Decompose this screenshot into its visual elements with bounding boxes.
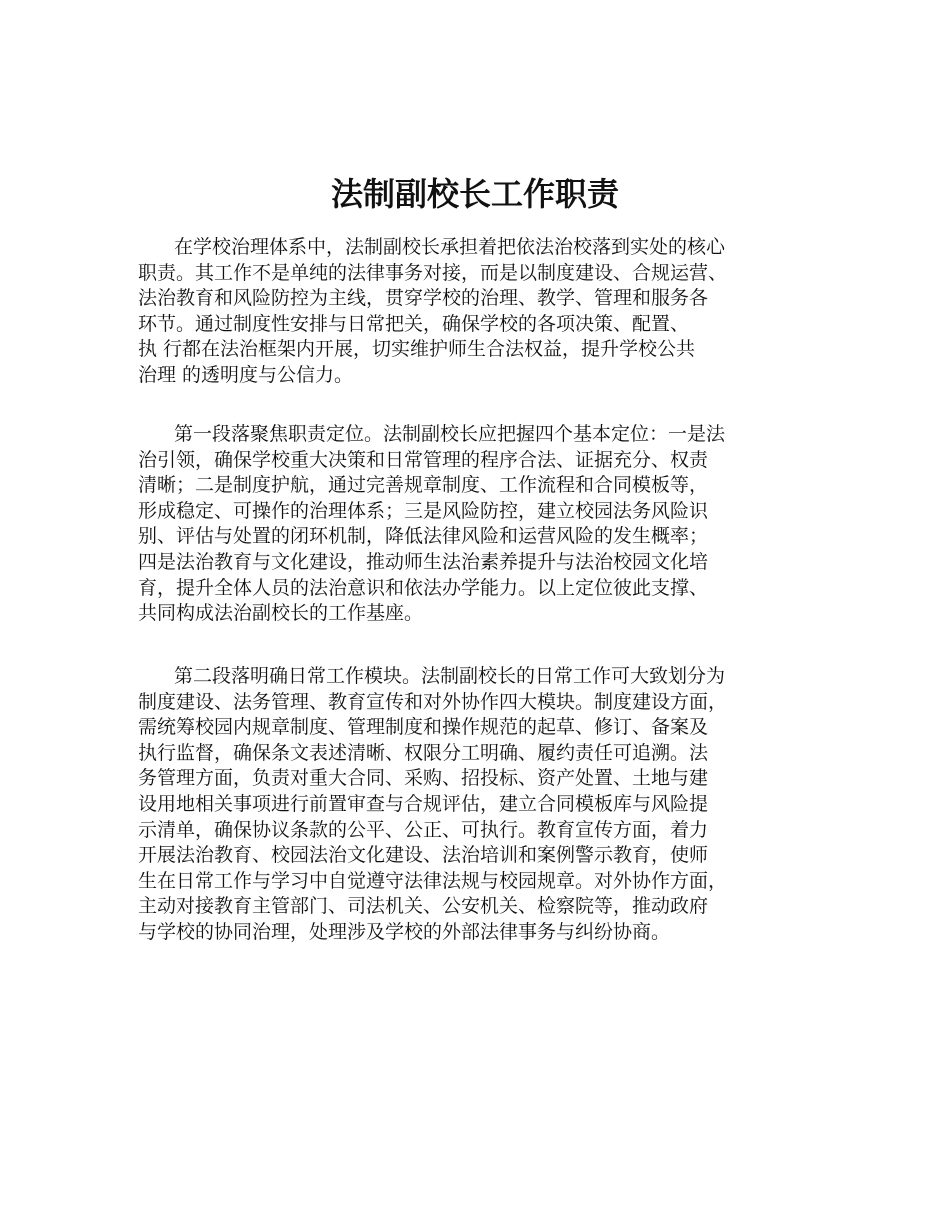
paragraph-intro [138,235,818,389]
paragraph-line: 共同构成法治副校长的工作基座。 [138,602,424,625]
paragraph-line: 治理 的透明度与公信力。 [138,363,354,386]
paragraph-line: 环节。通过制度性安排与日常把关，确保学校的各项决策、配置、 [138,312,690,335]
paragraph-line: 在学校治理体系中，法制副校长承担着把依法治校落到实处的核心 [174,236,726,258]
paragraph-line: 制度建设、法务管理、教育宣传和对外协作四大模块。制度建设方面， [138,690,728,713]
paragraph-line: 与学校的协同治理，处理涉及学校的外部法律事务与纠纷协商。 [138,920,671,943]
paragraph-line: 法治教育和风险防控为主线，贯穿学校的治理、教学、管理和服务各 [138,287,709,310]
paragraph-line: 设用地相关事项进行前置审查与合规评估，建立合同模板库与风险提 [138,792,709,815]
paragraph-line: 执行监督，确保条文表述清晰、权限分工明确、履约责任可追溯。法 [138,741,709,764]
paragraph-line: 形成稳定、可操作的治理体系；三是风险防控，建立校园法务风险识 [138,499,709,522]
paragraph-positioning [138,422,818,627]
paragraph-line: 主动对接教育主管部门、司法机关、公安机关、检察院等，推动政府 [138,895,709,918]
paragraph-line: 生在日常工作与学习中自觉遵守法律法规与校园规章。对外协作方面， [138,869,728,892]
paragraph-line: 示清单，确保协议条款的公平、公正、可执行。教育宣传方面，着力 [138,818,709,841]
paragraph-line: 执 行都在法治框架内开展，切实维护师生合法权益，提升学校公共 [138,338,696,361]
paragraph-line: 职责。其工作不是单纯的法律事务对接，而是以制度建设、合规运营、 [138,261,728,284]
paragraph-line: 务管理方面，负责对重大合同、采购、招投标、资产处置、土地与建 [138,767,709,790]
paragraph-line: 开展法治教育、校园法治文化建设、法治培训和案例警示教育，使师 [138,844,709,867]
paragraph-line: 需统筹校园内规章制度、管理制度和操作规范的起草、修订、备案及 [138,716,709,739]
paragraph-line: 别、评估与处置的闭环机制，降低法律风险和运营风险的发生概率； [138,525,709,548]
paragraph-line: 第二段落明确日常工作模块。法制副校长的日常工作可大致划分为 [174,665,726,687]
paragraph-line: 四是法治教育与文化建设，推动师生法治素养提升与法治校园文化培 [138,550,709,573]
paragraph-work-modules [138,664,818,946]
paragraph-line: 清晰；二是制度护航，通过完善规章制度、工作流程和合同模板等， [138,474,709,497]
paragraph-line: 育，提升全体人员的法治意识和依法办学能力。以上定位彼此支撑、 [138,576,709,599]
paragraph-line: 治引领，确保学校重大决策和日常管理的程序合法、证据充分、权责 [138,448,709,471]
paragraph-line: 第一段落聚焦职责定位。法制副校长应把握四个基本定位：一是法 [174,423,726,445]
document-title: 法制副校长工作职责 [330,175,619,213]
